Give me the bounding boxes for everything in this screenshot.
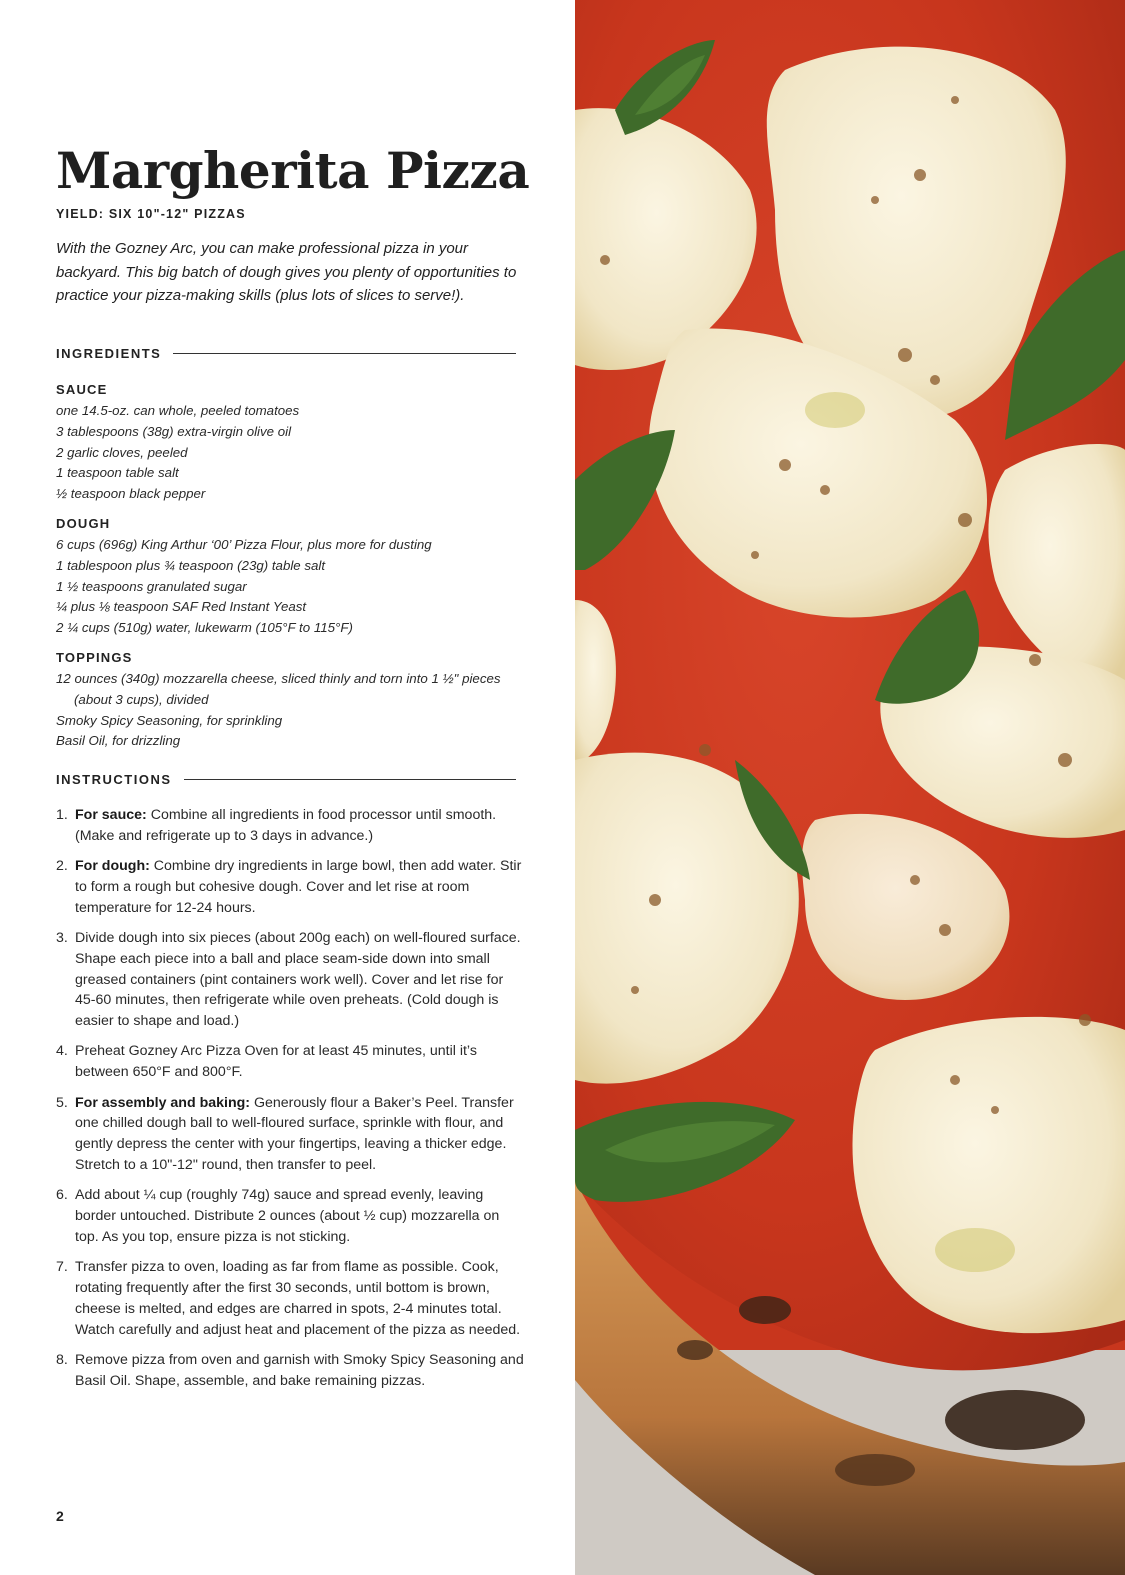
list-item: 1 tablespoon plus ¾ teaspoon (23g) table salt <box>56 557 326 573</box>
ingredients-heading <box>56 344 516 362</box>
ingredient-group-toppings: TOPPINGS <box>56 650 133 665</box>
instructions-heading-rule <box>184 779 517 780</box>
step-lead: For sauce: <box>75 807 147 823</box>
list-item: 2 ¼ cups (510g) water, lukewarm (105°F to 115°F) <box>56 620 353 636</box>
step-number: 2. <box>56 858 68 875</box>
step-text: Combine dry ingredients in large bowl, then add water. Stir to form a rough but cohesive dough. Cover and let rise at room temperature for 12-24 hours. <box>75 858 522 916</box>
instructions-list <box>56 805 526 1401</box>
step-number: 5. <box>56 1094 68 1111</box>
recipe-column <box>56 0 531 1575</box>
ingredient-group-sauce: SAUCE <box>56 382 108 397</box>
instruction-step <box>56 928 526 1032</box>
list-item: ¼ plus ⅛ teaspoon SAF Red Instant Yeast <box>56 599 307 615</box>
step-text: Divide dough into six pieces (about 200g each) on well-floured surface. Shape each piece into a ball and place seam-side down into small greased containers (pint containers work well). Cover and let rise for 45-60 minutes, then refrigerate while oven preheats. (Cold dough is easier to shape and load.) <box>75 929 521 1030</box>
recipe-intro: With the Gozney Arc, you can make professional pizza in your backyard. This big batch of dough gives you plenty of opportunities to practice your pizza-making skills (plus lots of slices to serve!). <box>56 240 517 304</box>
step-text: Remove pizza from oven and garnish with Smoky Spicy Seasoning and Basil Oil. Shape, assemble, and bake remaining pizzas. <box>75 1351 524 1389</box>
list-item: 1 teaspoon table salt <box>56 465 179 481</box>
step-number: 6. <box>56 1187 68 1204</box>
step-number: 3. <box>56 929 68 946</box>
pizza-photo-icon <box>575 0 1125 1575</box>
step-text: Preheat Gozney Arc Pizza Oven for at least 45 minutes, until it’s between 650°F and 800°F. <box>75 1043 477 1081</box>
step-text: Transfer pizza to oven, loading as far from flame as possible. Cook, rotating frequently after the first 30 seconds, until bottom is brown, cheese is melted, and edges are charred in spots, 2-4 minutes total. Watch carefully and adjust heat and placement of the pizza as needed. <box>75 1259 521 1338</box>
instructions-heading-label: INSTRUCTIONS <box>56 771 172 787</box>
instructions-heading <box>56 770 516 788</box>
instruction-step <box>56 856 526 918</box>
step-text: Add about ¼ cup (roughly 74g) sauce and spread evenly, leaving border untouched. Distribute 2 ounces (about ½ cup) mozzarella on top. As you top, ensure pizza is not sticking. <box>75 1187 500 1245</box>
step-lead: For dough: <box>75 858 150 875</box>
instruction-step <box>56 1350 526 1392</box>
list-item: 2 garlic cloves, peeled <box>56 444 188 460</box>
step-number: 7. <box>56 1259 68 1276</box>
step-number: 1. <box>56 807 68 823</box>
step-text: Combine all ingredients in food processor until smooth. (Make and refrigerate up to 3 days in advance.) <box>75 807 497 844</box>
step-number: 4. <box>56 1043 68 1060</box>
instruction-step <box>56 1093 526 1176</box>
page-number: 2 <box>56 1508 64 1524</box>
list-item: 3 tablespoons (38g) extra-virgin olive oil <box>56 423 292 439</box>
sauce-list <box>56 401 526 505</box>
list-item: Smoky Spicy Seasoning, for sprinkling <box>56 712 283 728</box>
list-item: ½ teaspoon black pepper <box>56 486 206 502</box>
step-lead: For assembly and baking: <box>75 1094 251 1111</box>
ingredient-group-dough: DOUGH <box>56 516 111 531</box>
ingredients-heading-rule <box>173 353 516 354</box>
toppings-list <box>56 669 526 752</box>
instruction-step <box>56 1041 526 1083</box>
recipe-yield: YIELD: SIX 10"-12" PIZZAS <box>56 207 246 221</box>
list-item: 1 ½ teaspoons granulated sugar <box>56 578 247 594</box>
list-item: 12 ounces (340g) mozzarella cheese, sliced thinly and torn into 1 ½" pieces (about 3 cups), divided <box>56 671 501 707</box>
list-item: Basil Oil, for drizzling <box>56 733 181 749</box>
recipe-title: Margherita Pizza <box>56 141 530 200</box>
list-item: one 14.5-oz. can whole, peeled tomatoes <box>56 403 300 418</box>
step-text: Generously flour a Baker’s Peel. Transfer one chilled dough ball to well-floured surface, sprinkle with flour, and gently depress the center with your fingertips, leaving a thicker edge. Stretch to a 10"-12" round, then transfer to peel. <box>75 1094 514 1173</box>
instruction-step <box>56 805 526 847</box>
step-number: 8. <box>56 1351 68 1368</box>
dough-list <box>56 535 526 639</box>
instruction-step <box>56 1257 526 1340</box>
ingredients-heading-label: INGREDIENTS <box>56 345 162 361</box>
list-item: 6 cups (696g) King Arthur ‘00’ Pizza Flour, plus more for dusting <box>56 537 432 552</box>
pizza-photo <box>575 0 1125 1575</box>
instruction-step <box>56 1185 526 1247</box>
